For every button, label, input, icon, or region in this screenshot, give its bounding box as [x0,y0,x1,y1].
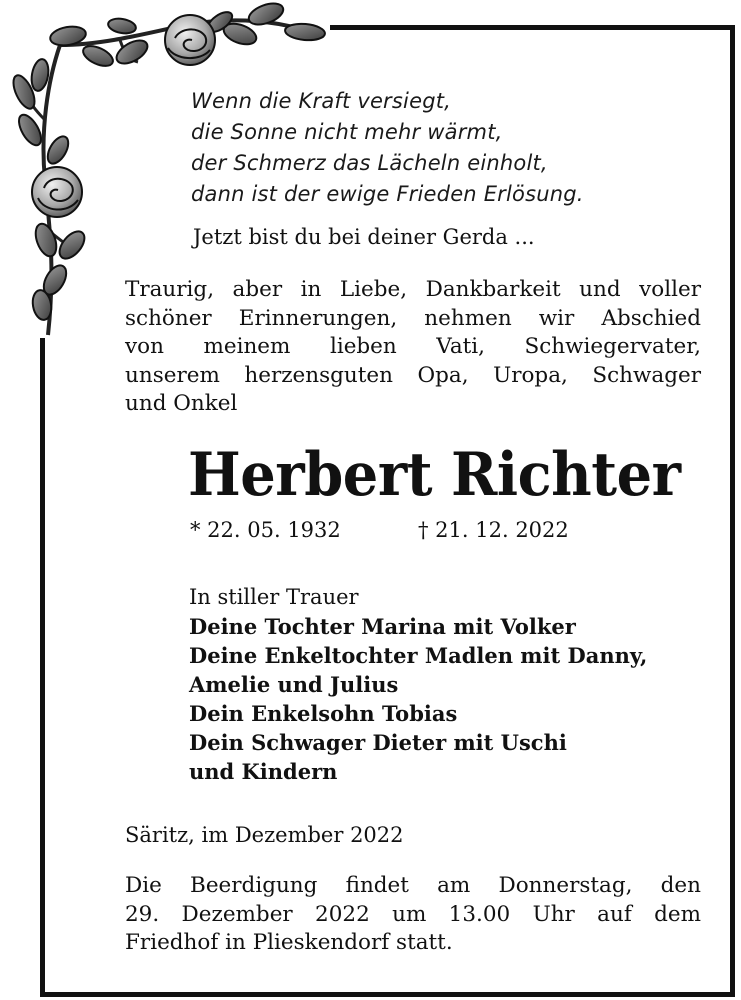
funeral-info [125,872,701,958]
mourner-line: Dein Schwager Dieter mit Uschi [189,730,567,755]
poem-line: Wenn die Kraft versiegt, [191,89,452,113]
intro-line: unserem herzensguten Opa, Uropa, Schwager [125,362,701,388]
funeral-line: 29. Dezember 2022 um 13.00 Uhr auf dem [125,901,701,927]
intro-line: schöner Erinnerungen, nehmen wir Abschied [125,305,701,331]
death-date: † 21. 12. 2022 [418,518,569,542]
dedication: Jetzt bist du bei deiner Gerda ... [193,225,535,249]
mourner-line: Deine Tochter Marina mit Volker [189,614,576,639]
mourners-intro: In stiller Trauer [189,585,359,609]
mourner-line: Dein Enkelsohn Tobias [189,701,458,726]
intro-line: und Onkel [125,391,238,416]
birth-date: * 22. 05. 1932 [190,518,341,542]
mourners-block [189,583,647,786]
mourner-line: Deine Enkeltochter Madlen mit Danny, [189,643,648,668]
frame-top-border [330,25,735,30]
poem [191,86,584,210]
life-dates [190,518,569,542]
poem-line: dann ist der ewige Frieden Erlösung. [191,182,584,206]
funeral-line: Friedhof in Plieskendorf statt. [125,930,453,955]
intro-paragraph [125,276,701,419]
poem-line: der Schmerz das Lächeln einholt, [191,151,548,175]
frame-right-border [730,25,735,997]
frame-left-border [40,338,45,997]
place-date: Säritz, im Dezember 2022 [125,823,404,847]
poem-line: die Sonne nicht mehr wärmt, [191,120,503,144]
intro-line: von meinem lieben Vati, Schwiegervater, [125,334,701,359]
mourner-line: und Kindern [189,759,338,784]
intro-line: Traurig, aber in Liebe, Dankbarkeit und voller [125,277,701,302]
deceased-name: Herbert Richter [188,440,681,510]
frame-bottom-border [40,992,735,997]
mourner-line: Amelie und Julius [189,672,399,697]
funeral-line: Die Beerdigung findet am Donnerstag, den [125,873,701,898]
